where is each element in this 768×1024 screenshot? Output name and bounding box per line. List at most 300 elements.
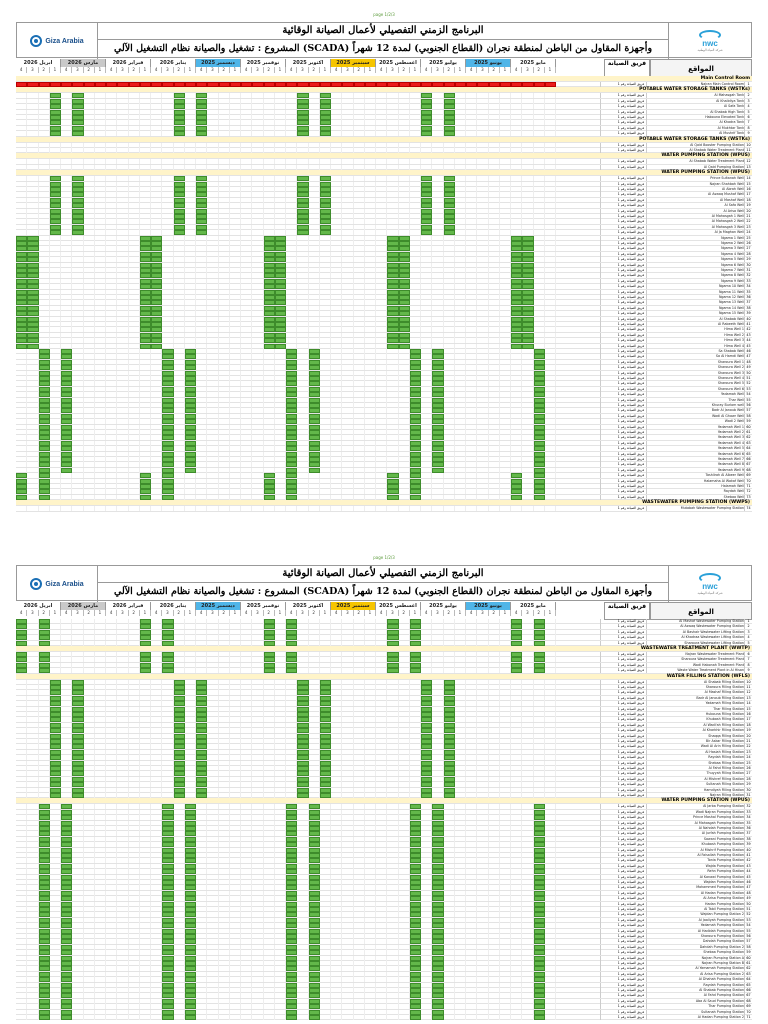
schedule-cell[interactable] xyxy=(466,120,477,125)
schedule-cell[interactable] xyxy=(140,165,151,170)
schedule-cell[interactable] xyxy=(342,99,353,104)
schedule-cell[interactable] xyxy=(309,165,320,170)
schedule-cell[interactable] xyxy=(252,252,263,257)
schedule-cell[interactable] xyxy=(39,115,50,120)
schedule-cell[interactable] xyxy=(252,110,263,115)
schedule-cell[interactable] xyxy=(522,82,533,87)
schedule-cell[interactable] xyxy=(522,148,533,153)
schedule-cell[interactable] xyxy=(342,143,353,148)
schedule-cell[interactable] xyxy=(545,236,556,241)
schedule-cell[interactable] xyxy=(185,99,196,104)
schedule-cell[interactable] xyxy=(61,93,72,98)
schedule-cell[interactable] xyxy=(16,230,27,235)
schedule-cell[interactable] xyxy=(297,214,308,219)
schedule-cell[interactable] xyxy=(320,230,331,235)
schedule-cell[interactable] xyxy=(444,82,455,87)
schedule-cell[interactable] xyxy=(264,225,275,230)
schedule-cell[interactable] xyxy=(162,225,173,230)
schedule-cell[interactable] xyxy=(264,246,275,251)
schedule-cell[interactable] xyxy=(275,241,286,246)
schedule-cell[interactable] xyxy=(399,241,410,246)
schedule-cell[interactable] xyxy=(185,120,196,125)
schedule-cell[interactable] xyxy=(275,115,286,120)
schedule-cell[interactable] xyxy=(151,252,162,257)
schedule-cell[interactable] xyxy=(410,115,421,120)
schedule-cell[interactable] xyxy=(196,131,207,136)
schedule-cell[interactable] xyxy=(534,115,545,120)
schedule-cell[interactable] xyxy=(309,252,320,257)
schedule-cell[interactable] xyxy=(106,126,117,131)
schedule-cell[interactable] xyxy=(354,93,365,98)
schedule-cell[interactable] xyxy=(95,159,106,164)
schedule-cell[interactable] xyxy=(286,159,297,164)
schedule-cell[interactable] xyxy=(432,143,443,148)
schedule-cell[interactable] xyxy=(376,99,387,104)
schedule-cell[interactable] xyxy=(230,225,241,230)
schedule-cell[interactable] xyxy=(275,126,286,131)
schedule-cell[interactable] xyxy=(489,230,500,235)
schedule-cell[interactable] xyxy=(264,209,275,214)
schedule-cell[interactable] xyxy=(27,104,38,109)
schedule-cell[interactable] xyxy=(264,187,275,192)
schedule-cell[interactable] xyxy=(421,176,432,181)
schedule-cell[interactable] xyxy=(522,120,533,125)
schedule-cell[interactable] xyxy=(342,93,353,98)
schedule-cell[interactable] xyxy=(387,209,398,214)
schedule-cell[interactable] xyxy=(275,104,286,109)
schedule-cell[interactable] xyxy=(466,165,477,170)
schedule-cell[interactable] xyxy=(27,126,38,131)
schedule-cell[interactable] xyxy=(275,192,286,197)
schedule-cell[interactable] xyxy=(522,209,533,214)
schedule-cell[interactable] xyxy=(50,104,61,109)
schedule-cell[interactable] xyxy=(140,252,151,257)
schedule-cell[interactable] xyxy=(376,209,387,214)
schedule-cell[interactable] xyxy=(342,241,353,246)
schedule-cell[interactable] xyxy=(241,230,252,235)
schedule-cell[interactable] xyxy=(230,131,241,136)
schedule-cell[interactable] xyxy=(275,120,286,125)
schedule-cell[interactable] xyxy=(320,99,331,104)
schedule-cell[interactable] xyxy=(477,214,488,219)
schedule-cell[interactable] xyxy=(455,176,466,181)
schedule-cell[interactable] xyxy=(39,110,50,115)
schedule-cell[interactable] xyxy=(376,159,387,164)
schedule-cell[interactable] xyxy=(241,126,252,131)
schedule-cell[interactable] xyxy=(264,143,275,148)
schedule-cell[interactable] xyxy=(376,241,387,246)
schedule-cell[interactable] xyxy=(230,143,241,148)
schedule-cell[interactable] xyxy=(95,99,106,104)
schedule-cell[interactable] xyxy=(95,203,106,208)
schedule-cell[interactable] xyxy=(522,93,533,98)
schedule-cell[interactable] xyxy=(354,236,365,241)
schedule-cell[interactable] xyxy=(219,182,230,187)
schedule-cell[interactable] xyxy=(117,120,128,125)
schedule-cell[interactable] xyxy=(174,82,185,87)
schedule-cell[interactable] xyxy=(534,182,545,187)
schedule-cell[interactable] xyxy=(50,203,61,208)
schedule-cell[interactable] xyxy=(545,203,556,208)
schedule-cell[interactable] xyxy=(39,236,50,241)
schedule-cell[interactable] xyxy=(297,93,308,98)
schedule-cell[interactable] xyxy=(500,230,511,235)
schedule-cell[interactable] xyxy=(354,209,365,214)
schedule-cell[interactable] xyxy=(39,120,50,125)
schedule-cell[interactable] xyxy=(286,82,297,87)
schedule-cell[interactable] xyxy=(534,187,545,192)
schedule-cell[interactable] xyxy=(432,219,443,224)
schedule-cell[interactable] xyxy=(376,110,387,115)
schedule-cell[interactable] xyxy=(230,198,241,203)
schedule-cell[interactable] xyxy=(16,192,27,197)
schedule-cell[interactable] xyxy=(421,182,432,187)
schedule-cell[interactable] xyxy=(140,120,151,125)
schedule-cell[interactable] xyxy=(27,99,38,104)
schedule-cell[interactable] xyxy=(95,246,106,251)
schedule-cell[interactable] xyxy=(219,198,230,203)
schedule-cell[interactable] xyxy=(95,82,106,87)
schedule-cell[interactable] xyxy=(174,99,185,104)
schedule-cell[interactable] xyxy=(387,176,398,181)
schedule-cell[interactable] xyxy=(500,236,511,241)
schedule-cell[interactable] xyxy=(365,93,376,98)
schedule-cell[interactable] xyxy=(219,192,230,197)
schedule-cell[interactable] xyxy=(297,131,308,136)
schedule-cell[interactable] xyxy=(387,203,398,208)
schedule-cell[interactable] xyxy=(151,230,162,235)
schedule-cell[interactable] xyxy=(444,203,455,208)
schedule-cell[interactable] xyxy=(129,148,140,153)
schedule-cell[interactable] xyxy=(297,236,308,241)
schedule-cell[interactable] xyxy=(252,82,263,87)
schedule-cell[interactable] xyxy=(117,131,128,136)
schedule-cell[interactable] xyxy=(241,219,252,224)
schedule-cell[interactable] xyxy=(309,120,320,125)
schedule-cell[interactable] xyxy=(286,115,297,120)
schedule-cell[interactable] xyxy=(72,143,83,148)
schedule-cell[interactable] xyxy=(275,165,286,170)
schedule-cell[interactable] xyxy=(489,159,500,164)
schedule-cell[interactable] xyxy=(354,182,365,187)
schedule-cell[interactable] xyxy=(331,252,342,257)
schedule-cell[interactable] xyxy=(286,203,297,208)
schedule-cell[interactable] xyxy=(455,115,466,120)
schedule-cell[interactable] xyxy=(50,120,61,125)
schedule-cell[interactable] xyxy=(331,236,342,241)
schedule-cell[interactable] xyxy=(365,246,376,251)
schedule-cell[interactable] xyxy=(140,148,151,153)
schedule-cell[interactable] xyxy=(140,187,151,192)
schedule-cell[interactable] xyxy=(489,209,500,214)
schedule-cell[interactable] xyxy=(219,110,230,115)
schedule-cell[interactable] xyxy=(455,236,466,241)
schedule-cell[interactable] xyxy=(219,187,230,192)
schedule-cell[interactable] xyxy=(264,120,275,125)
schedule-cell[interactable] xyxy=(545,131,556,136)
schedule-cell[interactable] xyxy=(207,192,218,197)
schedule-cell[interactable] xyxy=(399,82,410,87)
schedule-cell[interactable] xyxy=(522,225,533,230)
schedule-cell[interactable] xyxy=(241,99,252,104)
schedule-cell[interactable] xyxy=(241,93,252,98)
schedule-cell[interactable] xyxy=(241,82,252,87)
schedule-cell[interactable] xyxy=(151,126,162,131)
schedule-cell[interactable] xyxy=(39,187,50,192)
schedule-cell[interactable] xyxy=(365,115,376,120)
schedule-cell[interactable] xyxy=(72,115,83,120)
schedule-cell[interactable] xyxy=(545,120,556,125)
schedule-cell[interactable] xyxy=(196,182,207,187)
schedule-cell[interactable] xyxy=(455,110,466,115)
schedule-cell[interactable] xyxy=(387,182,398,187)
schedule-cell[interactable] xyxy=(387,214,398,219)
schedule-cell[interactable] xyxy=(489,104,500,109)
schedule-cell[interactable] xyxy=(275,148,286,153)
schedule-cell[interactable] xyxy=(410,126,421,131)
schedule-cell[interactable] xyxy=(354,225,365,230)
schedule-cell[interactable] xyxy=(241,187,252,192)
schedule-cell[interactable] xyxy=(275,82,286,87)
schedule-cell[interactable] xyxy=(185,246,196,251)
schedule-cell[interactable] xyxy=(50,159,61,164)
schedule-cell[interactable] xyxy=(241,246,252,251)
schedule-cell[interactable] xyxy=(387,126,398,131)
schedule-cell[interactable] xyxy=(84,99,95,104)
schedule-cell[interactable] xyxy=(264,214,275,219)
schedule-cell[interactable] xyxy=(230,110,241,115)
schedule-cell[interactable] xyxy=(444,182,455,187)
schedule-cell[interactable] xyxy=(500,209,511,214)
schedule-cell[interactable] xyxy=(545,126,556,131)
schedule-cell[interactable] xyxy=(39,93,50,98)
schedule-cell[interactable] xyxy=(140,214,151,219)
schedule-cell[interactable] xyxy=(489,131,500,136)
schedule-cell[interactable] xyxy=(84,230,95,235)
schedule-cell[interactable] xyxy=(489,187,500,192)
schedule-cell[interactable] xyxy=(455,143,466,148)
schedule-cell[interactable] xyxy=(241,182,252,187)
schedule-cell[interactable] xyxy=(16,252,27,257)
schedule-cell[interactable] xyxy=(477,192,488,197)
schedule-cell[interactable] xyxy=(432,82,443,87)
schedule-cell[interactable] xyxy=(72,110,83,115)
schedule-cell[interactable] xyxy=(500,159,511,164)
schedule-cell[interactable] xyxy=(241,143,252,148)
schedule-cell[interactable] xyxy=(196,241,207,246)
schedule-cell[interactable] xyxy=(84,104,95,109)
schedule-cell[interactable] xyxy=(50,148,61,153)
schedule-cell[interactable] xyxy=(50,131,61,136)
schedule-cell[interactable] xyxy=(477,198,488,203)
schedule-cell[interactable] xyxy=(365,131,376,136)
schedule-cell[interactable] xyxy=(376,126,387,131)
schedule-cell[interactable] xyxy=(432,214,443,219)
schedule-cell[interactable] xyxy=(354,203,365,208)
schedule-cell[interactable] xyxy=(207,246,218,251)
schedule-cell[interactable] xyxy=(95,230,106,235)
schedule-cell[interactable] xyxy=(185,225,196,230)
schedule-cell[interactable] xyxy=(196,110,207,115)
schedule-cell[interactable] xyxy=(545,182,556,187)
schedule-cell[interactable] xyxy=(61,182,72,187)
schedule-cell[interactable] xyxy=(106,230,117,235)
schedule-cell[interactable] xyxy=(207,131,218,136)
schedule-cell[interactable] xyxy=(140,99,151,104)
schedule-cell[interactable] xyxy=(399,165,410,170)
schedule-cell[interactable] xyxy=(511,148,522,153)
schedule-cell[interactable] xyxy=(84,93,95,98)
schedule-cell[interactable] xyxy=(106,198,117,203)
schedule-cell[interactable] xyxy=(151,143,162,148)
schedule-cell[interactable] xyxy=(455,230,466,235)
schedule-cell[interactable] xyxy=(522,126,533,131)
schedule-cell[interactable] xyxy=(196,192,207,197)
schedule-cell[interactable] xyxy=(95,252,106,257)
schedule-cell[interactable] xyxy=(410,120,421,125)
schedule-cell[interactable] xyxy=(410,236,421,241)
schedule-cell[interactable] xyxy=(16,126,27,131)
schedule-cell[interactable] xyxy=(432,131,443,136)
schedule-cell[interactable] xyxy=(399,104,410,109)
schedule-cell[interactable] xyxy=(27,110,38,115)
schedule-cell[interactable] xyxy=(174,126,185,131)
schedule-cell[interactable] xyxy=(174,241,185,246)
schedule-cell[interactable] xyxy=(140,104,151,109)
schedule-cell[interactable] xyxy=(230,182,241,187)
schedule-cell[interactable] xyxy=(84,159,95,164)
schedule-cell[interactable] xyxy=(522,241,533,246)
schedule-cell[interactable] xyxy=(522,165,533,170)
schedule-cell[interactable] xyxy=(342,165,353,170)
schedule-cell[interactable] xyxy=(511,246,522,251)
schedule-cell[interactable] xyxy=(342,115,353,120)
schedule-cell[interactable] xyxy=(151,93,162,98)
schedule-cell[interactable] xyxy=(106,225,117,230)
schedule-cell[interactable] xyxy=(72,99,83,104)
schedule-cell[interactable] xyxy=(241,209,252,214)
schedule-cell[interactable] xyxy=(387,143,398,148)
schedule-cell[interactable] xyxy=(399,236,410,241)
schedule-cell[interactable] xyxy=(252,93,263,98)
schedule-cell[interactable] xyxy=(219,159,230,164)
schedule-cell[interactable] xyxy=(219,143,230,148)
schedule-cell[interactable] xyxy=(522,110,533,115)
schedule-cell[interactable] xyxy=(309,93,320,98)
schedule-cell[interactable] xyxy=(72,214,83,219)
schedule-cell[interactable] xyxy=(106,131,117,136)
schedule-cell[interactable] xyxy=(230,187,241,192)
schedule-cell[interactable] xyxy=(117,214,128,219)
schedule-cell[interactable] xyxy=(500,110,511,115)
schedule-cell[interactable] xyxy=(117,148,128,153)
schedule-cell[interactable] xyxy=(410,82,421,87)
schedule-cell[interactable] xyxy=(331,82,342,87)
schedule-cell[interactable] xyxy=(489,214,500,219)
schedule-cell[interactable] xyxy=(410,131,421,136)
schedule-cell[interactable] xyxy=(16,198,27,203)
schedule-cell[interactable] xyxy=(365,236,376,241)
schedule-cell[interactable] xyxy=(72,198,83,203)
schedule-cell[interactable] xyxy=(95,192,106,197)
schedule-cell[interactable] xyxy=(477,236,488,241)
schedule-cell[interactable] xyxy=(196,104,207,109)
schedule-cell[interactable] xyxy=(151,176,162,181)
schedule-cell[interactable] xyxy=(129,192,140,197)
schedule-cell[interactable] xyxy=(84,187,95,192)
schedule-cell[interactable] xyxy=(354,176,365,181)
schedule-cell[interactable] xyxy=(196,187,207,192)
schedule-cell[interactable] xyxy=(162,159,173,164)
schedule-cell[interactable] xyxy=(27,187,38,192)
schedule-cell[interactable] xyxy=(500,225,511,230)
schedule-cell[interactable] xyxy=(174,104,185,109)
schedule-cell[interactable] xyxy=(252,182,263,187)
schedule-cell[interactable] xyxy=(444,219,455,224)
schedule-cell[interactable] xyxy=(16,209,27,214)
schedule-cell[interactable] xyxy=(16,148,27,153)
schedule-cell[interactable] xyxy=(27,143,38,148)
schedule-cell[interactable] xyxy=(162,187,173,192)
schedule-cell[interactable] xyxy=(207,176,218,181)
schedule-cell[interactable] xyxy=(196,219,207,224)
schedule-cell[interactable] xyxy=(444,104,455,109)
schedule-cell[interactable] xyxy=(151,99,162,104)
schedule-cell[interactable] xyxy=(140,225,151,230)
schedule-cell[interactable] xyxy=(61,148,72,153)
schedule-cell[interactable] xyxy=(365,126,376,131)
schedule-cell[interactable] xyxy=(410,143,421,148)
schedule-cell[interactable] xyxy=(275,203,286,208)
schedule-cell[interactable] xyxy=(489,246,500,251)
schedule-cell[interactable] xyxy=(432,176,443,181)
schedule-cell[interactable] xyxy=(309,192,320,197)
schedule-cell[interactable] xyxy=(185,115,196,120)
schedule-cell[interactable] xyxy=(309,148,320,153)
schedule-cell[interactable] xyxy=(534,236,545,241)
schedule-cell[interactable] xyxy=(72,131,83,136)
schedule-cell[interactable] xyxy=(241,241,252,246)
schedule-cell[interactable] xyxy=(410,209,421,214)
schedule-cell[interactable] xyxy=(410,252,421,257)
schedule-cell[interactable] xyxy=(117,246,128,251)
schedule-cell[interactable] xyxy=(50,187,61,192)
schedule-cell[interactable] xyxy=(387,159,398,164)
schedule-cell[interactable] xyxy=(421,236,432,241)
schedule-cell[interactable] xyxy=(466,209,477,214)
schedule-cell[interactable] xyxy=(455,131,466,136)
schedule-cell[interactable] xyxy=(376,252,387,257)
schedule-cell[interactable] xyxy=(230,236,241,241)
schedule-cell[interactable] xyxy=(511,143,522,148)
schedule-cell[interactable] xyxy=(354,192,365,197)
schedule-cell[interactable] xyxy=(140,246,151,251)
schedule-cell[interactable] xyxy=(151,182,162,187)
schedule-cell[interactable] xyxy=(196,120,207,125)
schedule-cell[interactable] xyxy=(522,230,533,235)
schedule-cell[interactable] xyxy=(50,230,61,235)
schedule-cell[interactable] xyxy=(72,230,83,235)
schedule-cell[interactable] xyxy=(511,165,522,170)
schedule-cell[interactable] xyxy=(230,99,241,104)
schedule-cell[interactable] xyxy=(342,236,353,241)
schedule-cell[interactable] xyxy=(196,93,207,98)
schedule-cell[interactable] xyxy=(534,246,545,251)
schedule-cell[interactable] xyxy=(84,252,95,257)
schedule-cell[interactable] xyxy=(72,120,83,125)
schedule-cell[interactable] xyxy=(106,82,117,87)
schedule-cell[interactable] xyxy=(455,82,466,87)
